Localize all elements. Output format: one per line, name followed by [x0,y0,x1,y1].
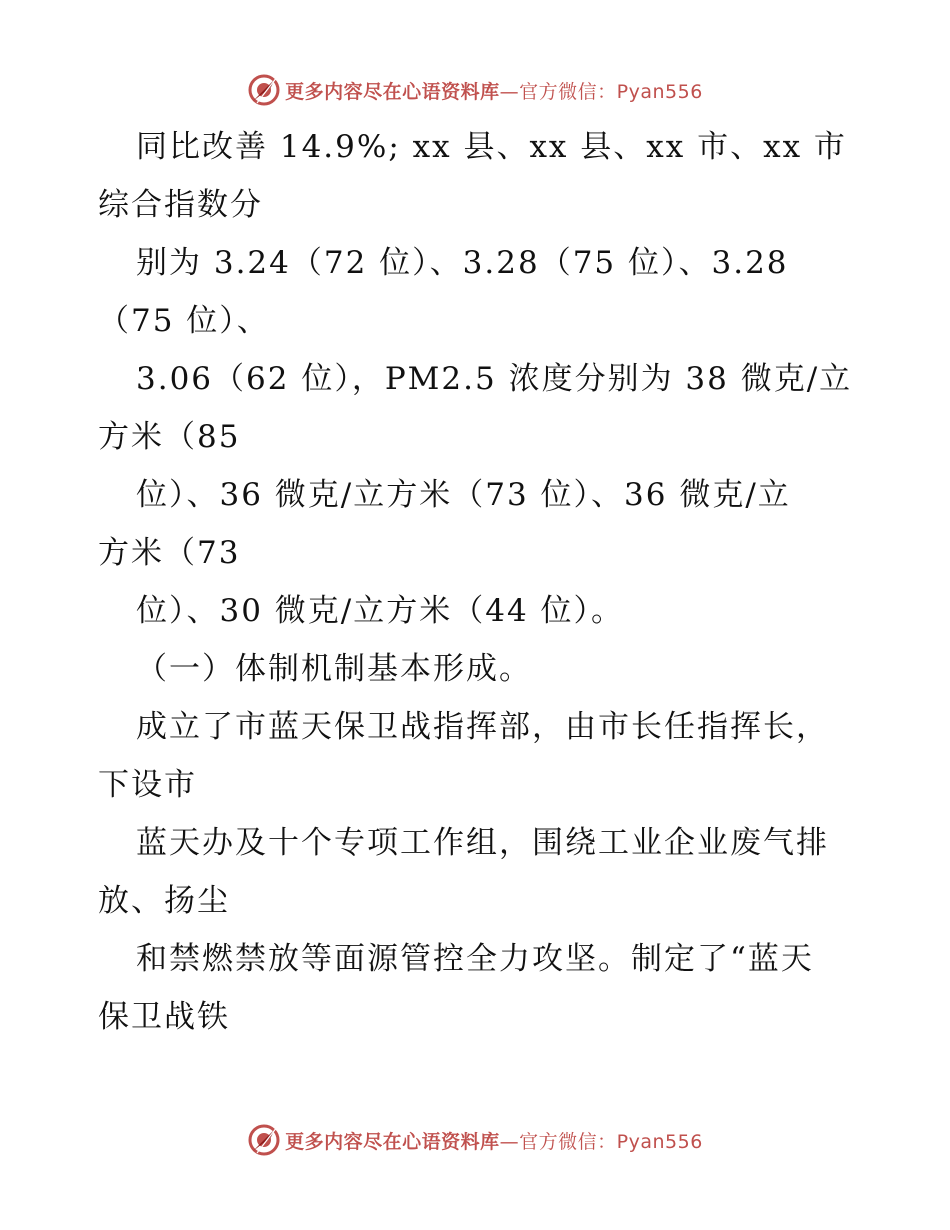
text-line: 综合指数分 [98,187,263,223]
footer-banner [0,1120,950,1160]
text-line: 别为 3.24（72 位）、3.28（75 位）、3.28 [136,245,789,281]
text-line: 方米（73 [98,535,241,571]
text-line: 方米（85 [98,419,241,455]
banner-separator: — [499,80,520,103]
quill-logo-icon [247,73,281,107]
text-line: 蓝天办及十个专项工作组，围绕工业企业废气排 [136,825,829,861]
banner-text [285,77,703,104]
quill-logo-icon [247,1123,281,1157]
banner-text [285,1127,703,1154]
text-line: 位）、30 微克/立方米（44 位）。 [136,593,625,629]
text-line: 保卫战铁 [98,999,230,1035]
text-line: 3.06（62 位），PM2.5 浓度分别为 38 微克/立 [136,361,853,397]
text-line: 同比改善 14.9%; xx 县、xx 县、xx 市、xx 市 [136,129,847,165]
text-line: 和禁燃禁放等面源管控全力攻坚。制定了“蓝天 [136,941,814,977]
banner-separator: — [499,1130,520,1153]
banner-title: 更多内容尽在心语资料库 [285,1130,500,1153]
text-line: 放、扬尘 [98,883,230,919]
banner-title: 更多内容尽在心语资料库 [285,80,500,103]
header-banner [0,70,950,110]
section-heading: （一）体制机制基本形成。 [136,651,532,687]
banner-contact: 官方微信：Pyan556 [519,80,703,103]
text-line: 位）、36 微克/立方米（73 位）、36 微克/立 [136,477,791,513]
text-line: 成立了市蓝天保卫战指挥部，由市长任指挥长， [136,709,829,745]
text-line: 下设市 [98,767,197,803]
text-line: （75 位）、 [98,303,270,339]
banner-contact: 官方微信：Pyan556 [519,1130,703,1153]
document-body [98,118,858,1046]
